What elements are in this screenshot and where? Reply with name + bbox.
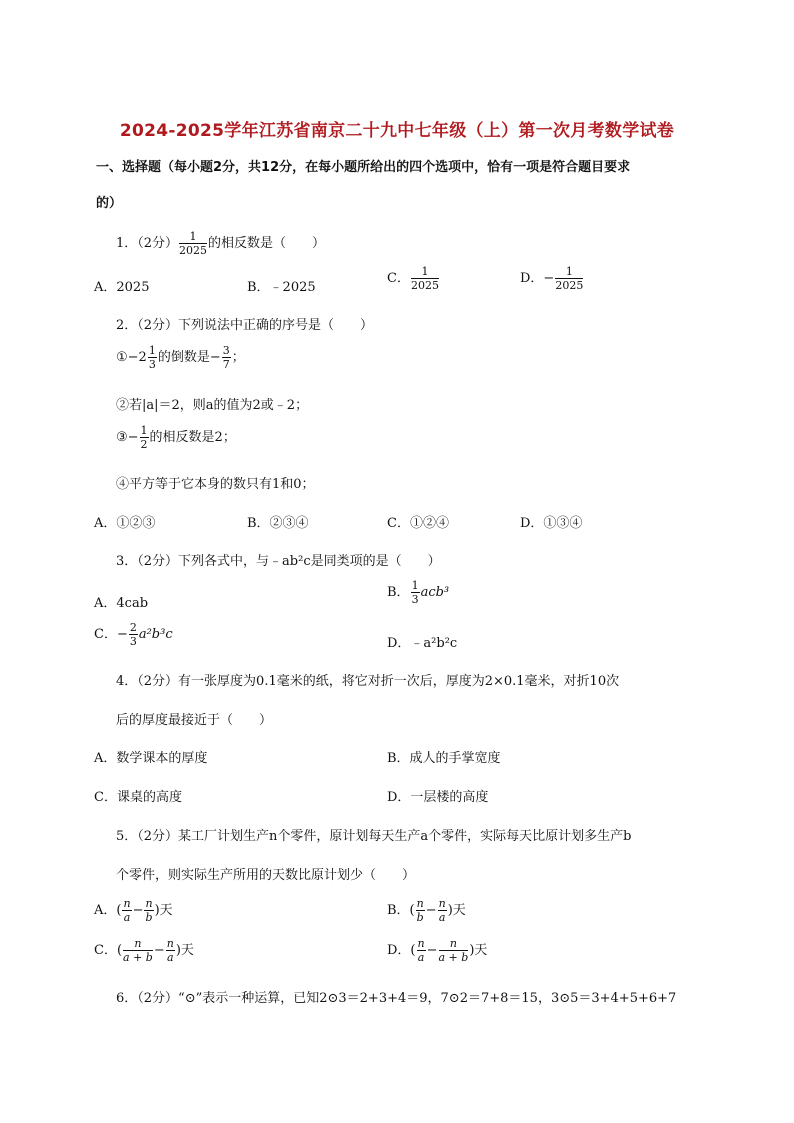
q1-c-den: 2025	[410, 279, 439, 292]
q4-option-d: D．一层楼的高度	[387, 790, 489, 805]
q5-d-op: −	[426, 943, 438, 958]
q3-c-den: 3	[129, 635, 137, 648]
q1-c-num: 1	[411, 266, 439, 279]
q2-statement-3	[116, 425, 236, 450]
q4-option-c: C．课桌的高度	[94, 790, 182, 805]
q4-option-a: A．数学课本的厚度	[94, 751, 208, 766]
q5-a-label: A．(	[94, 903, 122, 918]
q5-c-label: C．(	[94, 943, 123, 958]
q5-c-d1: a + b	[123, 951, 153, 964]
q5-c-op: −	[153, 943, 165, 958]
q3-b-den: 3	[411, 593, 419, 606]
q5-a-d1: a	[123, 911, 131, 924]
page-title: 2024-2025学年江苏省南京二十九中七年级（上）第一次月考数学试卷	[119, 121, 675, 141]
q5-c-n2: n	[166, 937, 174, 950]
q5-b-n2: n	[438, 897, 446, 910]
question-6-line1: 6．（2分）“⊙”表示一种运算，已知2⊙3＝2+3+4＝9，7⊙2＝7+8＝15，3⊙5＝3+4+5+6+7	[116, 991, 677, 1006]
q5-a-frac1	[122, 898, 131, 923]
q2-s3-fd: 2	[140, 438, 148, 451]
q5-b-n1: n	[416, 897, 424, 910]
q2-s1-frac2	[222, 345, 231, 370]
q2-s3-frac	[140, 425, 149, 450]
q5-d-d1: a	[417, 951, 425, 964]
q5-option-c	[94, 938, 194, 963]
q3-c-frac	[129, 622, 138, 647]
q2-statement-4: ④平方等于它本身的数只有1和0；	[116, 477, 315, 492]
q5-a-n2: n	[145, 897, 153, 910]
q1-option-c	[387, 266, 440, 291]
q5-c-frac2	[166, 938, 175, 963]
q2-statement-1	[116, 345, 245, 370]
question-4-line1: 4．（2分）有一张厚度为0.1毫米的纸，将它对折一次后，厚度为2×0.1毫米，对折10次	[116, 674, 620, 689]
q2-s1-gn: 3	[222, 344, 230, 357]
q2-s1-fd: 3	[148, 358, 156, 371]
q2-s3-a: ③−	[116, 430, 139, 445]
q5-c-d2: a	[167, 951, 174, 964]
section-heading-line1: 一、选择题（每小题2分，共12分，在每小题所给出的四个选项中，恰有一项是符合题目要求	[96, 160, 631, 175]
q3-b-frac	[411, 580, 420, 605]
q2-statement-2: ②若|a|＝2，则a的值为2或﹣2；	[116, 398, 309, 413]
question-5-line1: 5．（2分）某工厂计划生产n个零件，原计划每天生产a个零件，实际每天比原计划多生产b	[116, 829, 632, 844]
q2-s3-fn: 1	[140, 424, 148, 437]
q5-b-frac2	[438, 898, 447, 923]
question-2-stem: 2．（2分）下列说法中正确的序号是（ ）	[116, 318, 374, 333]
q3-b-rest: acb³	[420, 585, 450, 600]
question-3-stem: 3．（2分）下列各式中，与﹣ab²c是同类项的是（ ）	[116, 554, 441, 569]
q1-c-label: C．	[387, 271, 410, 286]
q1-option-d	[520, 266, 584, 291]
q5-d-d2: a + b	[438, 951, 469, 964]
q1-d-label: D．−	[520, 271, 555, 286]
q5-a-n1: n	[123, 897, 131, 910]
q2-s1-gd: 7	[222, 358, 230, 371]
q5-a-unit: )天	[154, 903, 173, 918]
question-4-line2: 后的厚度最接近于（ ）	[116, 713, 273, 728]
q3-option-a: A．4cab	[94, 596, 149, 611]
q1-fraction	[179, 231, 207, 256]
q3-option-d: D．﹣a²b²c	[387, 636, 458, 651]
q2-s1-fn: 1	[148, 344, 156, 357]
q5-d-n1: n	[417, 937, 425, 950]
q3-b-num: 1	[411, 579, 419, 592]
q3-c-num: 2	[129, 621, 137, 634]
q5-a-op: −	[132, 903, 144, 918]
q3-option-c	[94, 622, 173, 647]
q2-option-b: B．②③④	[247, 516, 309, 531]
q2-s3-b: 的相反数是2；	[149, 430, 236, 445]
q3-option-b	[387, 580, 449, 605]
q5-b-unit: )天	[447, 903, 466, 918]
q5-option-a	[94, 898, 173, 923]
q5-d-n2: n	[439, 938, 469, 951]
q3-c-label: C．−	[94, 627, 128, 642]
q3-b-label: B．	[387, 585, 410, 600]
question-5-line2: 个零件，则实际生产所用的天数比原计划少（ ）	[116, 868, 416, 883]
q5-a-frac2	[144, 898, 153, 923]
q2-s1-b: 的倒数是−	[157, 350, 221, 365]
q5-d-frac1	[417, 938, 426, 963]
q5-b-label: B．(	[387, 903, 415, 918]
q2-option-d: D．①③④	[520, 516, 583, 531]
q5-d-label: D．(	[387, 943, 416, 958]
q1-frac-den: 2025	[179, 244, 208, 257]
q2-s1-a: ①−2	[116, 350, 147, 365]
q1-prefix: 1．（2分）	[116, 236, 179, 251]
q5-c-unit: )天	[175, 943, 194, 958]
q2-s1-frac1	[148, 345, 157, 370]
q5-a-d2: b	[145, 911, 153, 924]
section-heading-line2: 的）	[96, 196, 123, 211]
q5-b-d1: b	[416, 911, 424, 924]
q1-option-b: B．﹣2025	[247, 280, 316, 295]
q2-option-a: A．①②③	[94, 516, 156, 531]
q5-b-op: −	[425, 903, 437, 918]
q2-s1-c: ；	[231, 350, 245, 365]
q2-option-c: C．①②④	[387, 516, 449, 531]
q1-frac-num: 1	[179, 231, 207, 244]
q5-d-unit: )天	[469, 943, 488, 958]
q1-d-num: 1	[555, 266, 583, 279]
q1-d-frac	[555, 266, 583, 291]
question-1-stem	[116, 231, 325, 256]
q3-c-rest: a²b³c	[138, 627, 173, 642]
q1-suffix: 的相反数是（ ）	[208, 236, 326, 251]
q5-option-d	[387, 938, 487, 963]
q1-d-den: 2025	[555, 279, 584, 292]
q1-c-frac	[411, 266, 439, 291]
q5-b-frac1	[416, 898, 425, 923]
q5-b-d2: a	[438, 911, 446, 924]
q5-option-b	[387, 898, 466, 923]
q4-option-b: B．成人的手掌宽度	[387, 751, 501, 766]
q5-c-frac1	[123, 938, 153, 963]
q1-option-a: A．2025	[94, 280, 150, 295]
q5-d-frac2	[439, 938, 469, 963]
q5-c-n1: n	[123, 938, 153, 951]
